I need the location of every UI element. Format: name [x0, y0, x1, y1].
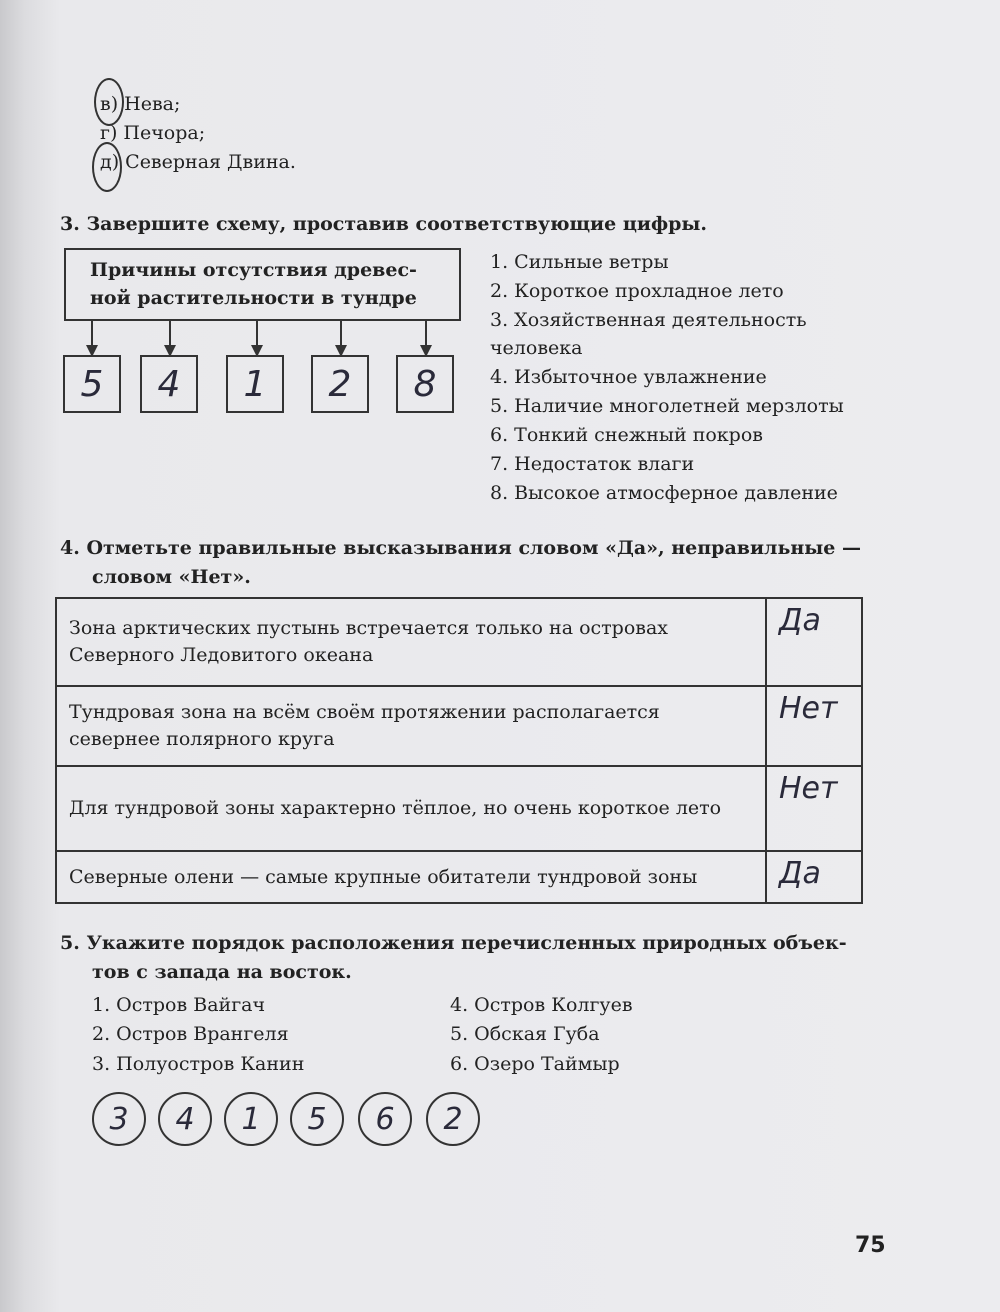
statements-table	[55, 597, 863, 904]
q3-option: 5. Наличие многолетней мерзлоты	[490, 395, 844, 417]
statement: Для тундровой зоны характерно тёплое, но очень короткое лето	[56, 766, 766, 851]
option-g: г) Печора;	[100, 122, 206, 144]
q3-option: 2. Короткое прохладное лето	[490, 280, 784, 302]
order-circle-5[interactable]: 6	[358, 1092, 412, 1146]
arrow-icon	[169, 321, 171, 355]
order-circle-1[interactable]: 3	[92, 1092, 146, 1146]
arrow-icon	[91, 321, 93, 355]
table-row	[56, 598, 862, 686]
arrow-icon	[340, 321, 342, 355]
q5-option: 5. Обская Губа	[450, 1023, 600, 1045]
q5-option: 3. Полуостров Канин	[92, 1053, 305, 1075]
q5-heading-line1: 5. Укажите порядок расположения перечисленных природных объек-	[60, 932, 847, 954]
scheme-header-line1: Причины отсутствия древес-	[90, 259, 417, 281]
circle-mark-d	[92, 142, 122, 192]
q5-option: 1. Остров Вайгач	[92, 994, 266, 1016]
order-circle-2[interactable]: 4	[158, 1092, 212, 1146]
scheme-header-line2: ной растительности в тундре	[90, 287, 417, 309]
q3-option: человека	[490, 337, 583, 359]
answer-cell[interactable]: Да	[766, 598, 862, 686]
answer-box-4[interactable]: 2	[311, 355, 369, 413]
answer-cell[interactable]: Нет	[766, 766, 862, 851]
arrow-icon	[425, 321, 427, 355]
q3-option: 7. Недостаток влаги	[490, 453, 695, 475]
option-d: д) Северная Двина.	[100, 151, 296, 173]
q5-option: 4. Остров Колгуев	[450, 994, 633, 1016]
q3-option: 1. Сильные ветры	[490, 251, 669, 273]
statement: Северные олени — самые крупные обитатели тундровой зоны	[56, 851, 766, 903]
q3-option: 4. Избыточное увлажнение	[490, 366, 767, 388]
answer-box-3[interactable]: 1	[226, 355, 284, 413]
table-row	[56, 686, 862, 766]
circle-mark-v	[94, 78, 124, 126]
table-row	[56, 851, 862, 903]
table-row	[56, 766, 862, 851]
q4-heading-line2: словом «Нет».	[92, 566, 251, 588]
answer-box-5[interactable]: 8	[396, 355, 454, 413]
q4-heading-line1: 4. Отметьте правильные высказывания словом «Да», неправильные —	[60, 537, 861, 559]
q5-option: 6. Озеро Таймыр	[450, 1053, 620, 1075]
page-number: 75	[855, 1233, 886, 1258]
arrow-icon	[256, 321, 258, 355]
option-v: в) Нева;	[100, 93, 181, 115]
answer-cell[interactable]: Нет	[766, 686, 862, 766]
q5-option: 2. Остров Врангеля	[92, 1023, 289, 1045]
answer-box-1[interactable]: 5	[63, 355, 121, 413]
order-circle-6[interactable]: 2	[426, 1092, 480, 1146]
q3-option: 3. Хозяйственная деятельность	[490, 309, 807, 331]
scheme-header-box	[64, 248, 461, 321]
answer-box-2[interactable]: 4	[140, 355, 198, 413]
statement: Тундровая зона на всём своём протяжении располагается севернее полярного круга	[56, 686, 766, 766]
order-circle-3[interactable]: 1	[224, 1092, 278, 1146]
q5-heading-line2: тов с запада на восток.	[92, 961, 352, 983]
order-circle-4[interactable]: 5	[290, 1092, 344, 1146]
answer-cell[interactable]: Да	[766, 851, 862, 903]
q3-option: 6. Тонкий снежный покров	[490, 424, 763, 446]
q3-option: 8. Высокое атмосферное давление	[490, 482, 838, 504]
q3-heading: 3. Завершите схему, проставив соответствующие цифры.	[60, 213, 708, 235]
statement: Зона арктических пустынь встречается только на островах Северного Ледовитого океана	[56, 598, 766, 686]
